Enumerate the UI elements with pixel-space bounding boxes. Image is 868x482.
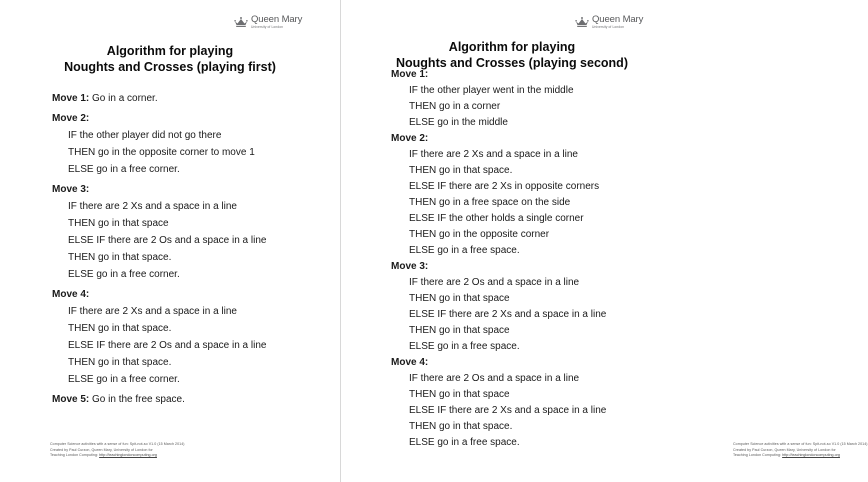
footer-link[interactable]: http://teachinglondoncomputing.org <box>782 453 840 458</box>
algorithm-step: ELSE go in a free space. <box>409 437 520 448</box>
move-label: Move 2: <box>52 113 90 124</box>
page-left <box>0 0 341 482</box>
page-title <box>341 39 683 71</box>
algorithm-step: THEN go in the opposite corner <box>409 229 550 240</box>
algorithm-step: ELSE IF there are 2 Os and a space in a line <box>68 235 267 246</box>
algorithm-step: THEN go in a corner <box>409 101 501 112</box>
algorithm-step: IF there are 2 Xs and a space in a line <box>68 201 237 212</box>
page-footer <box>50 442 185 459</box>
footer-line-3 <box>733 453 868 459</box>
move-heading <box>52 395 266 405</box>
move-label: Move 2: <box>391 133 429 144</box>
algorithm-step: ELSE go in a free corner. <box>68 164 180 175</box>
page-title-line2: Noughts and Crosses (playing second) <box>396 56 628 70</box>
footer-line-3-prefix: Teaching London Computing: <box>733 453 783 458</box>
move-block <box>52 395 266 405</box>
algorithm-step: THEN go in that space. <box>409 165 513 176</box>
page-title-line2: Noughts and Crosses (playing first) <box>64 60 276 74</box>
move-heading <box>52 185 266 195</box>
algorithm-step: ELSE go in a free corner. <box>68 269 180 280</box>
algorithm-step: THEN go in that space <box>409 293 510 304</box>
crown-icon <box>575 16 589 29</box>
page-footer <box>733 442 868 459</box>
algorithm-step: ELSE IF there are 2 Xs in opposite corners <box>409 181 600 192</box>
algorithm-step: ELSE IF there are 2 Xs and a space in a line <box>409 309 607 320</box>
move-label: Move 1: <box>391 69 429 80</box>
algorithm-step: ELSE go in a free space. <box>409 341 520 352</box>
queen-mary-logo <box>575 15 643 29</box>
algorithm-step: IF there are 2 Xs and a space in a line <box>68 306 237 317</box>
move-heading <box>52 114 266 124</box>
move-heading <box>52 94 266 104</box>
algorithm-step: THEN go in that space. <box>68 357 172 368</box>
logo-name: Queen Mary <box>251 14 303 25</box>
logo-name: Queen Mary <box>592 14 644 25</box>
move-block <box>391 134 606 256</box>
algorithm-step: THEN go in that space. <box>409 421 513 432</box>
page-right <box>341 0 868 482</box>
algorithm-step: IF there are 2 Os and a space in a line <box>409 277 580 288</box>
algorithm-step: IF the other player did not go there <box>68 130 222 141</box>
move-label: Move 4: <box>391 357 429 368</box>
move-block <box>391 358 606 448</box>
footer-line-3 <box>50 453 185 459</box>
algorithm-step: ELSE IF there are 2 Os and a space in a line <box>68 340 267 351</box>
move-inline-text: Go in the free space. <box>89 394 185 405</box>
algorithm-step: ELSE IF the other holds a single corner <box>409 213 584 224</box>
algorithm-step: ELSE go in a free corner. <box>68 374 180 385</box>
move-heading <box>391 70 606 80</box>
move-block <box>52 94 266 104</box>
move-block <box>52 114 266 175</box>
move-heading <box>52 290 266 300</box>
algorithm-step: THEN go in that space <box>409 325 510 336</box>
move-block <box>52 185 266 280</box>
algorithm-step: THEN go in that space <box>409 389 510 400</box>
move-heading <box>391 262 606 272</box>
algorithm-step: IF there are 2 Os and a space in a line <box>409 373 580 384</box>
move-heading <box>391 134 606 144</box>
footer-line-3-prefix: Teaching London Computing: <box>50 453 100 458</box>
algorithm-step: ELSE go in the middle <box>409 117 508 128</box>
algorithm-step: THEN go in that space. <box>68 323 172 334</box>
move-block <box>391 70 606 128</box>
algorithm-step: THEN go in a free space on the side <box>409 197 571 208</box>
move-label: Move 3: <box>391 261 429 272</box>
algorithm-step: THEN go in that space. <box>68 252 172 263</box>
algorithm-body <box>52 94 266 412</box>
algorithm-body <box>391 70 606 454</box>
algorithm-step: ELSE go in a free space. <box>409 245 520 256</box>
logo-subtitle: University of London <box>251 24 284 30</box>
footer-link[interactable]: http://teachinglondoncomputing.org <box>99 453 157 458</box>
page-title-line1: Algorithm for playing <box>106 44 234 58</box>
algorithm-step: IF the other player went in the middle <box>409 85 574 96</box>
page-title-line1: Algorithm for playing <box>448 40 576 54</box>
footer-line-1: Computer Science activities with a sense of fun: Spit-not-so V1.0 (15 March 2014) <box>733 442 868 446</box>
crown-icon <box>234 16 248 29</box>
algorithm-step: THEN go in the opposite corner to move 1 <box>68 147 255 158</box>
queen-mary-logo <box>234 15 302 29</box>
move-block <box>391 262 606 352</box>
footer-line-1: Computer Science activities with a sense of fun: Spit-not-so V1.0 (15 March 2014) <box>50 442 185 446</box>
move-label: Move 5: <box>52 394 90 405</box>
move-label: Move 1: <box>52 93 90 104</box>
page-title <box>0 43 340 75</box>
move-block <box>52 290 266 385</box>
algorithm-step: THEN go in that space <box>68 218 169 229</box>
footer-line-2: Created by Paul Curzon, Queen Mary, University of London for <box>50 447 153 452</box>
move-label: Move 3: <box>52 184 90 195</box>
footer-line-2: Created by Paul Curzon, Queen Mary, University of London for <box>733 447 836 452</box>
algorithm-step: IF there are 2 Xs and a space in a line <box>409 149 578 160</box>
move-label: Move 4: <box>52 289 90 300</box>
logo-subtitle: University of London <box>592 24 625 30</box>
algorithm-step: ELSE IF there are 2 Xs and a space in a line <box>409 405 607 416</box>
move-inline-text: Go in a corner. <box>89 93 158 104</box>
move-heading <box>391 358 606 368</box>
